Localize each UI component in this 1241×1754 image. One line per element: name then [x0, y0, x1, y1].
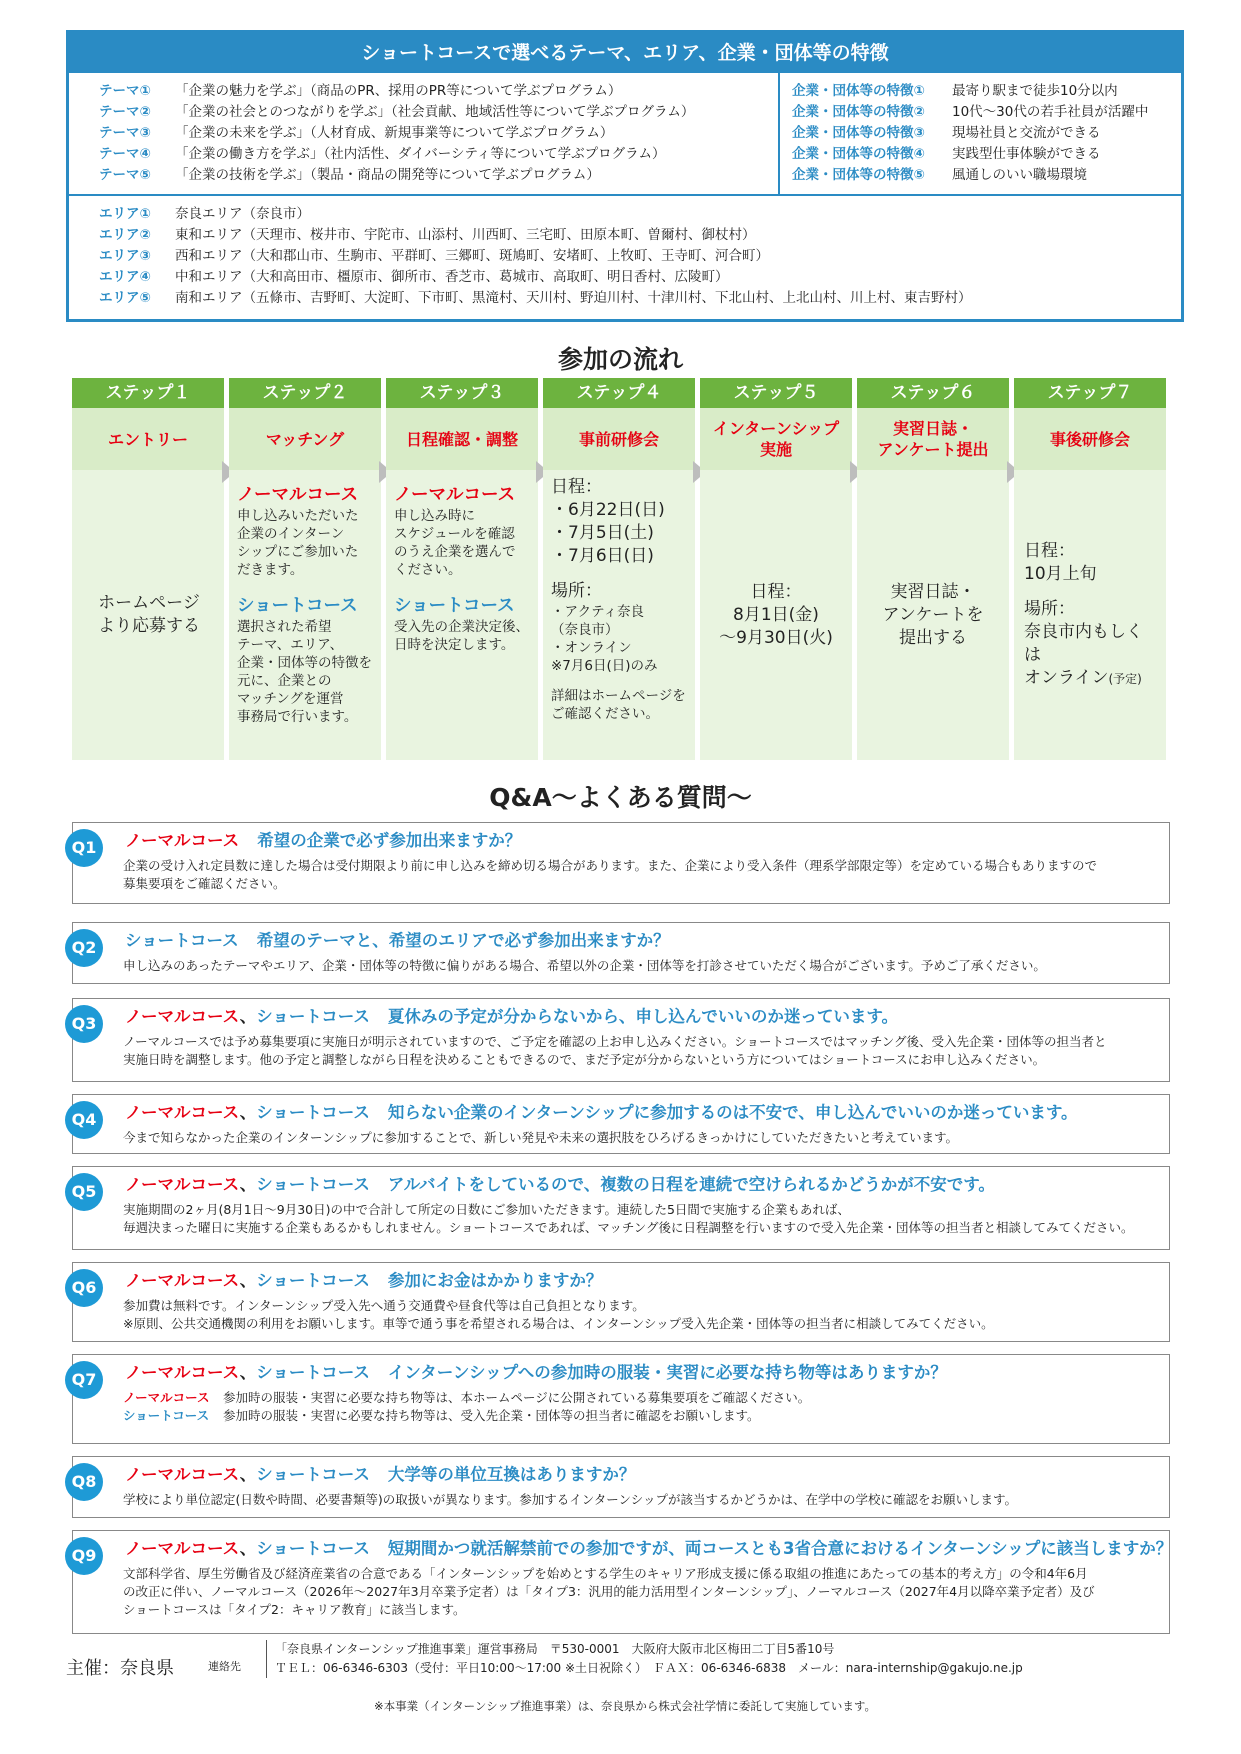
theme-item — [99, 123, 778, 144]
theme-item-label: テーマ② — [99, 104, 151, 120]
step-text: 申し込み時に — [394, 508, 475, 524]
theme-item — [99, 102, 778, 123]
question-text: 参加にお金はかかりますか？ — [387, 1271, 603, 1290]
feature-item — [792, 102, 1181, 123]
short-course-tag: ショートコース — [256, 1271, 370, 1290]
theme-item-label: テーマ③ — [99, 125, 151, 141]
step-text: 実習日誌・ — [890, 581, 976, 602]
step-body — [1014, 470, 1166, 760]
question-title — [125, 1359, 947, 1383]
answer-line: 参加費は無料です。インターンシップ受入先へ通う交通費や昼食代等は自己負担となります。 — [123, 1298, 645, 1313]
question-number-badge: Q2 — [65, 929, 103, 967]
feature-item-label: 企業・団体等の特徴③ — [792, 125, 925, 141]
theme-item — [99, 165, 778, 186]
question-number-badge: Q3 — [65, 1005, 103, 1043]
area-item — [99, 204, 1181, 225]
area-item-label: エリア① — [99, 206, 151, 222]
flow-title: 参加の流れ — [557, 345, 683, 374]
step-text: 事務局で行います。 — [237, 709, 358, 725]
question-title — [125, 927, 670, 951]
area-list — [69, 196, 1181, 309]
feature-item — [792, 144, 1181, 165]
area-item-text: 奈良エリア（奈良市） — [175, 206, 310, 222]
area-item-text: 西和エリア（大和郡山市、生駒市、平群町、三郷町、斑鳩町、安堵町、上牧町、王寺町、河合町） — [175, 248, 769, 264]
step-name: マッチング — [229, 408, 381, 470]
theme-item-text: 「企業の未来を学ぶ」（人材育成、新規事業等について学ぶプログラム） — [175, 125, 614, 141]
question-text: 夏休みの予定が分からないから、申し込んでいいのか迷っています。 — [387, 1007, 899, 1026]
short-course-options-box — [66, 30, 1184, 322]
step-text: マッチングを運営 — [237, 691, 344, 707]
question-number-badge: Q8 — [65, 1463, 103, 1501]
answer-course-label: ショートコース — [123, 1408, 210, 1423]
separator: 、 — [239, 1539, 257, 1558]
answer-text — [123, 1201, 1159, 1237]
answer-text — [123, 1491, 1159, 1509]
separator: 、 — [239, 1363, 257, 1382]
step-text: 受入先の企業決定後、 — [394, 619, 529, 635]
schedule-date: ・7月5日(土) — [551, 523, 654, 543]
step-text — [1024, 586, 1158, 598]
question-text: 希望のテーマと、希望のエリアで必ず参加出来ますか？ — [256, 931, 670, 950]
theme-item-label: テーマ④ — [99, 146, 151, 162]
answer-text — [123, 857, 1159, 893]
contact-label: 連絡先 — [208, 1660, 241, 1673]
question-text: 知らない企業のインターンシップに参加するのは不安で、申し込んでいいのか迷っています。 — [387, 1103, 1078, 1122]
step-text: シップにご参加いた — [237, 544, 359, 560]
question-title — [125, 1171, 995, 1195]
area-item — [99, 288, 1181, 309]
step-text: 日程： — [750, 581, 802, 602]
qa-item — [72, 1094, 1170, 1154]
step-body — [72, 470, 224, 760]
question-text: 大学等の単位互換はありますか？ — [387, 1465, 636, 1484]
step-heading: ステップ７ — [1014, 378, 1166, 408]
feature-item — [792, 81, 1181, 102]
answer-text — [123, 957, 1159, 975]
step-text: テーマ、エリア、 — [237, 637, 344, 653]
answer-line: 募集要項をご確認ください。 — [123, 876, 286, 891]
step-heading: ステップ１ — [72, 378, 224, 408]
step-text: 日程： — [1024, 540, 1075, 561]
step-text: 8月1日(金) — [733, 604, 819, 625]
normal-course-tag: ノーマルコース — [125, 1465, 240, 1484]
area-item-text: 東和エリア（天理市、桜井市、宇陀市、山添村、川西町、三宅町、田原本町、曽爾村、御杖村） — [175, 227, 756, 243]
area-item — [99, 267, 1181, 288]
question-text: 希望の企業で必ず参加出来ますか？ — [257, 831, 522, 850]
contact-line: ＴＥＬ：06-6346-6303（受付：平日10:00～17:00 ※土日祝除く） ＦＡＸ：06-6346-6838 メール：nara-internship@gakujo.ne.jp — [275, 1661, 1023, 1675]
step-text: 場所： — [1024, 598, 1075, 619]
answer-line: 実施期間の2ヶ月(8月1日～9月30日)の中で合計して所定の日数にご参加いただきます。連続した5日間で実施する企業もあれば、 — [123, 1202, 850, 1217]
answer-text — [123, 1297, 1159, 1333]
step-3 — [386, 378, 538, 760]
area-item — [99, 225, 1181, 246]
question-title — [125, 1099, 1078, 1123]
short-course-tag: ショートコース — [256, 1465, 370, 1484]
separator: 、 — [239, 1465, 257, 1484]
schedule-date: ・6月22日(日) — [551, 500, 665, 520]
qa-item — [72, 998, 1170, 1082]
theme-item-label: テーマ① — [99, 83, 151, 99]
area-item-label: エリア② — [99, 227, 151, 243]
step-note: (予定) — [1108, 671, 1142, 686]
answer-line: 毎週決まった曜日に実施する企業もあるかもしれません。ショートコースであれば、マッチング後に日程調整を行いますので受入先企業・団体等の担当者と相談してみてください。 — [123, 1220, 1134, 1235]
place-item: ※7月6日(日)のみ — [551, 658, 658, 674]
separator: 、 — [239, 1007, 257, 1026]
theme-item-label: テーマ⑤ — [99, 167, 151, 183]
qa-item — [72, 922, 1170, 984]
step-2 — [229, 378, 381, 760]
step-text: のうえ企業を選んで — [394, 544, 516, 560]
step-name: エントリー — [72, 408, 224, 470]
normal-course-label: ノーマルコース — [237, 485, 359, 505]
question-text: インターンシップへの参加時の服装・実習に必要な持ち物等はありますか？ — [387, 1363, 947, 1382]
area-item-label: エリア③ — [99, 248, 151, 264]
step-heading: ステップ３ — [386, 378, 538, 408]
step-text: 日時を決定します。 — [394, 637, 515, 653]
normal-course-tag: ノーマルコース — [125, 1539, 240, 1558]
step-body — [229, 470, 381, 760]
area-item-label: エリア⑤ — [99, 290, 151, 306]
normal-course-label: ノーマルコース — [394, 485, 516, 505]
feature-item-label: 企業・団体等の特徴④ — [792, 146, 925, 162]
separator: 、 — [239, 1175, 257, 1194]
feature-item-text: 10代～30代の若手社員が活躍中 — [952, 104, 1149, 120]
step-body — [386, 470, 538, 760]
step-name: 日程確認・調整 — [386, 408, 538, 470]
answer-line: ショートコースは「タイプ2：キャリア教育」に該当します。 — [123, 1602, 466, 1617]
normal-course-tag: ノーマルコース — [125, 1271, 240, 1290]
feature-item — [792, 123, 1181, 144]
step-heading: ステップ６ — [857, 378, 1009, 408]
step-4 — [543, 378, 695, 760]
answer-line: 学校により単位認定(日数や時間、必要書類等)の取扱いが異なります。参加するインターンシップが該当するかどうかは、在学中の学校に確認をお願いします。 — [123, 1492, 1017, 1507]
answer-line: ※原則、公共交通機関の利用をお願いします。車等で通う事を希望される場合は、インターンシップ受入先企業・団体等の担当者に相談してみてください。 — [123, 1316, 994, 1331]
step-text: ホームページ — [98, 593, 200, 613]
short-course-tag: ショートコース — [256, 1007, 370, 1026]
short-course-tag: ショートコース — [256, 1363, 370, 1382]
step-text: 奈良市内もしくは — [1024, 621, 1143, 665]
contact-line: 「奈良県インターンシップ推進事業」運営事務局 〒530-0001 大阪府大阪市北区梅田二丁目5番10号 — [275, 1642, 835, 1656]
step-name: 事後研修会 — [1014, 408, 1166, 470]
theme-item-text: 「企業の技術を学ぶ」（製品・商品の開発等について学ぶプログラム） — [175, 167, 600, 183]
question-number-badge: Q7 — [65, 1361, 103, 1399]
step-heading: ステップ４ — [543, 378, 695, 408]
answer-line — [123, 1389, 1159, 1407]
feature-item-text: 実践型仕事体験ができる — [952, 146, 1101, 162]
answer-line — [123, 1407, 1159, 1425]
contact-info — [266, 1640, 1023, 1678]
step-text: 企業・団体等の特徴を — [237, 655, 372, 671]
answer-line-text: 参加時の服装・実習に必要な持ち物等は、受入先企業・団体等の担当者に確認をお願いします。 — [223, 1408, 760, 1423]
feature-item-text: 最寄り駅まで徒歩10分以内 — [952, 83, 1118, 99]
step-text: スケジュールを確認 — [394, 526, 515, 542]
schedule-date: ・7月6日(日) — [551, 546, 654, 566]
step-body — [857, 470, 1009, 760]
step-text: だきます。 — [237, 562, 304, 578]
step-text: ください。 — [394, 562, 462, 578]
answer-line: 申し込みのあったテーマやエリア、企業・団体等の特徴に偏りがある場合、希望以外の企業・団体等を打診させていただく場合がございます。予めご了承ください。 — [123, 958, 1046, 973]
step-body — [700, 470, 852, 760]
step-text: オンライン — [1024, 667, 1109, 688]
question-title — [125, 1535, 1172, 1559]
short-course-tag: ショートコース — [256, 1175, 370, 1194]
theme-item-text: 「企業の社会とのつながりを学ぶ」（社会貢献、地域活性等について学ぶプログラム） — [175, 104, 695, 120]
flow-steps — [72, 378, 1170, 760]
step-text: 提出する — [899, 627, 967, 648]
answer-line: 企業の受け入れ定員数に達した場合は受付期限より前に申し込みを締め切る場合があります。また、企業により受入条件（理系学部限定等）を定めている場合もありますので — [123, 858, 1098, 873]
detail-text: 詳細はホームページを — [551, 688, 686, 704]
step-heading: ステップ５ — [700, 378, 852, 408]
schedule-label: 日程： — [551, 477, 602, 497]
short-course-label: ショートコース — [237, 596, 358, 616]
question-number-badge: Q4 — [65, 1101, 103, 1139]
step-name: 事前研修会 — [543, 408, 695, 470]
answer-line-text: 参加時の服装・実習に必要な持ち物等は、本ホームページに公開されている募集要項をご確認ください。 — [223, 1390, 811, 1405]
short-course-tag: ショートコース — [256, 1103, 370, 1122]
step-text: 申し込みいただいた — [237, 508, 359, 524]
step-name: インターンシップ 実施 — [700, 408, 852, 470]
place-item: ・アクティ奈良 — [551, 604, 645, 620]
step-text: ～9月30日(火) — [719, 627, 833, 648]
area-item-label: エリア④ — [99, 269, 151, 285]
feature-item-label: 企業・団体等の特徴① — [792, 83, 925, 99]
answer-line: 今まで知らなかった企業のインターンシップに参加することで、新しい発見や未来の選択肢をひろげるきっかけにしていただきたいと考えています。 — [123, 1130, 958, 1145]
short-course-options-title: ショートコースで選べるテーマ、エリア、企業・団体等の特徴 — [69, 33, 1181, 73]
answer-line: 文部科学省、厚生労働省及び経済産業省の合意である「インターンシップを始めとする学生のキャリア形成支援に係る取組の推進にあたっての基本的考え方」の令和4年6月 — [123, 1566, 1088, 1581]
step-text: より応募する — [98, 616, 200, 636]
theme-item — [99, 144, 778, 165]
area-item-text: 南和エリア（五條市、吉野町、大淀町、下市町、黒滝村、天川村、野迫川村、十津川村、下北山村、上北山村、川上村、東吉野村） — [175, 290, 972, 306]
answer-course-label: ノーマルコース — [123, 1390, 210, 1405]
place-label: 場所： — [551, 581, 602, 601]
normal-course-tag: ノーマルコース — [125, 1363, 240, 1382]
host-label: 主催：奈良県 — [66, 1658, 174, 1679]
step-body — [543, 470, 695, 760]
question-title — [125, 827, 521, 851]
step-heading: ステップ２ — [229, 378, 381, 408]
answer-text — [123, 1033, 1159, 1069]
step-name: 実習日誌・ アンケート提出 — [857, 408, 1009, 470]
short-course-tag: ショートコース — [125, 931, 239, 950]
step-5 — [700, 378, 852, 760]
feature-item-label: 企業・団体等の特徴⑤ — [792, 167, 925, 183]
step-1 — [72, 378, 224, 760]
answer-line: 実施日時を調整します。他の予定と調整しながら日程を決めることもできるので、まだ予定が分からないという方についてはショートコースにお申し込みください。 — [123, 1052, 1046, 1067]
question-title — [125, 1267, 602, 1291]
qa-item — [72, 1354, 1170, 1444]
footer-note: ※本事業（インターンシップ推進事業）は、奈良県から株式会社学情に委託して実施しています。 — [373, 1699, 876, 1713]
separator: 、 — [239, 1271, 257, 1290]
question-number-badge: Q9 — [65, 1537, 103, 1575]
area-item — [99, 246, 1181, 267]
question-number-badge: Q6 — [65, 1269, 103, 1307]
qa-title: Q&A～よくある質問～ — [489, 783, 752, 812]
step-text: 10月上旬 — [1024, 563, 1097, 584]
question-text: 短期間かつ就活解禁前での参加ですが、両コースとも3省合意におけるインターンシップに該当しますか？ — [387, 1539, 1173, 1558]
theme-item-text: 「企業の魅力を学ぶ」（商品のPR、採用のPR等について学ぶプログラム） — [175, 83, 622, 99]
step-text: 企業のインターン — [237, 526, 345, 542]
step-6 — [857, 378, 1009, 760]
step-7 — [1014, 378, 1166, 760]
question-number-badge: Q5 — [65, 1173, 103, 1211]
qa-item — [72, 1166, 1170, 1250]
short-course-label: ショートコース — [394, 596, 515, 616]
normal-course-tag: ノーマルコース — [125, 831, 240, 850]
question-number-badge: Q1 — [65, 829, 103, 867]
feature-item-label: 企業・団体等の特徴② — [792, 104, 925, 120]
step-text: 選択された希望 — [237, 619, 332, 635]
step-text: 元に、企業との — [237, 673, 332, 689]
feature-item — [792, 165, 1181, 186]
step-text — [1024, 667, 1158, 691]
answer-text — [123, 1565, 1159, 1619]
feature-list — [780, 73, 1181, 194]
answer-line: の改正に伴い、ノーマルコース（2026年～2027年3月卒業予定者）は「タイプ3：汎用的能力活用型インターンシップ」、ノーマルコース（2027年4月以降卒業予定者）及び — [123, 1584, 1095, 1599]
answer-text — [123, 1389, 1159, 1425]
qa-item — [72, 1456, 1170, 1518]
detail-text: ご確認ください。 — [551, 706, 659, 722]
question-title — [125, 1461, 635, 1485]
theme-item — [99, 81, 778, 102]
qa-item — [71, 1530, 1173, 1634]
qa-item — [72, 1262, 1170, 1342]
answer-text — [123, 1129, 1159, 1147]
separator: 、 — [239, 1103, 257, 1122]
step-text: アンケートを — [882, 604, 984, 625]
feature-item-text: 現場社員と交流ができる — [952, 125, 1101, 141]
normal-course-tag: ノーマルコース — [125, 1175, 240, 1194]
theme-item-text: 「企業の働き方を学ぶ」（社内活性、ダイバーシティ等について学ぶプログラム） — [175, 146, 666, 162]
feature-item-text: 風通しのいい職場環境 — [952, 167, 1087, 183]
normal-course-tag: ノーマルコース — [125, 1007, 240, 1026]
place-item: ・オンライン — [551, 640, 632, 656]
qa-item — [72, 822, 1170, 904]
area-item-text: 中和エリア（大和高田市、橿原市、御所市、香芝市、葛城市、高取町、明日香村、広陵町） — [175, 269, 729, 285]
theme-list — [69, 73, 780, 194]
place-item: （奈良市） — [551, 622, 619, 638]
question-title — [125, 1003, 898, 1027]
short-course-tag: ショートコース — [256, 1539, 370, 1558]
question-text: アルバイトをしているので、複数の日程を連続で空けられるかどうかが不安です。 — [387, 1175, 995, 1194]
normal-course-tag: ノーマルコース — [125, 1103, 240, 1122]
answer-line: ノーマルコースでは予め募集要項に実施日が明示されていますので、ご予定を確認の上お申し込みください。ショートコースではマッチング後、受入先企業・団体等の担当者と — [123, 1034, 1107, 1049]
